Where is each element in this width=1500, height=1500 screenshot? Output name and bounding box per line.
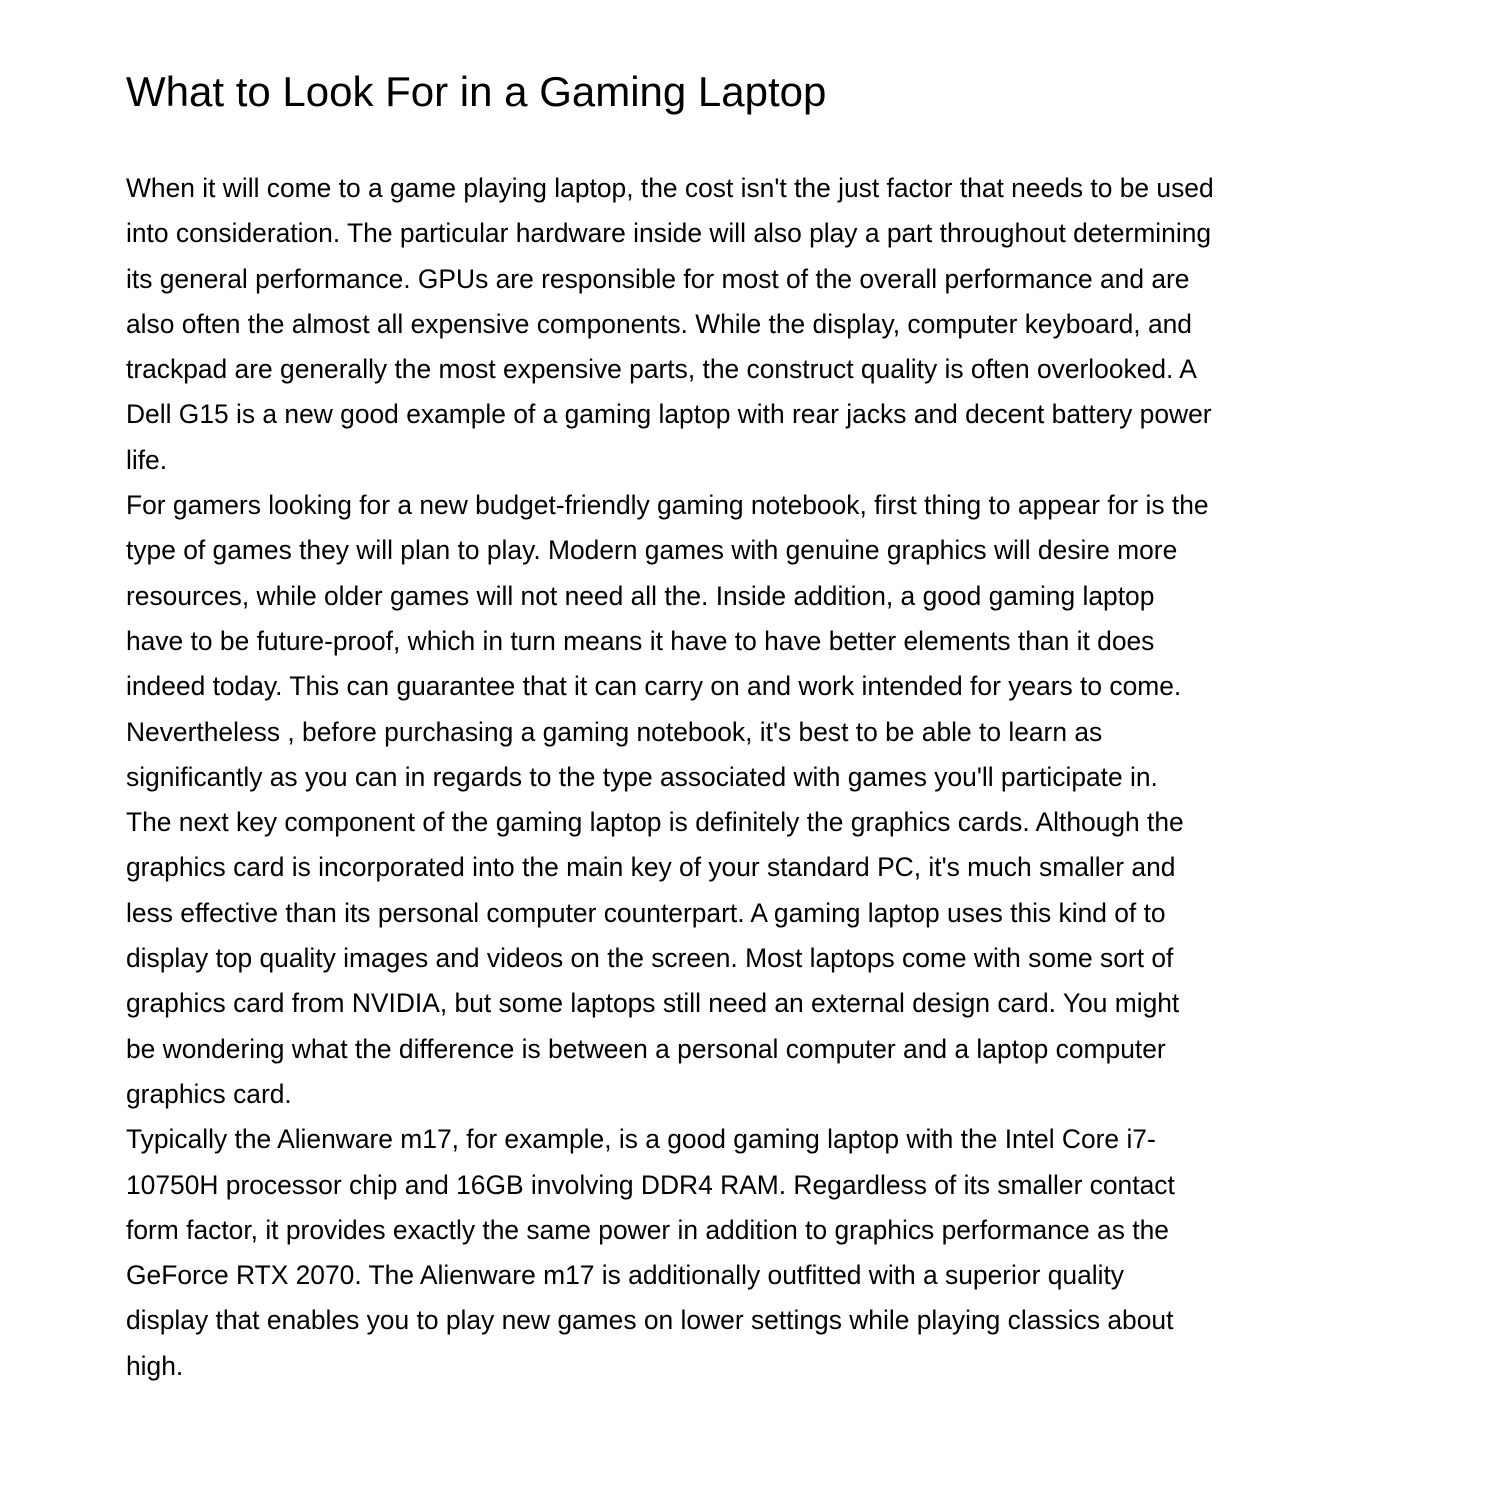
text-line: For gamers looking for a new budget-friendly gaming notebook, first thing to appear for is the [126,490,1209,521]
paragraph-3 [126,800,1396,1117]
text-line: into consideration. The particular hardware inside will also play a part throughout determining [126,218,1212,249]
text-line: Nevertheless , before purchasing a gaming notebook, it's best to be able to learn as [126,716,1103,747]
text-line: its general performance. GPUs are responsible for most of the overall performance and are [126,263,1190,294]
text-line: also often the almost all expensive components. While the display, computer keyboard, and [126,308,1192,339]
text-line: have to be future-proof, which in turn means it have to have better elements than it does [126,625,1155,656]
text-line: Typically the Alienware m17, for example, is a good gaming laptop with the Intel Core i7- [126,1124,1156,1155]
text-line: display top quality images and videos on the screen. Most laptops come with some sort of [126,943,1174,974]
paragraph-2 [126,483,1396,800]
document-body [126,166,1396,1389]
text-line: GeForce RTX 2070. The Alienware m17 is additionally outfitted with a superior quality [126,1260,1124,1291]
text-line: resources, while older games will not need all the. Inside addition, a good gaming laptop [126,580,1155,611]
text-line: be wondering what the difference is between a personal computer and a laptop computer [126,1033,1166,1064]
text-line: graphics card from NVIDIA, but some laptops still need an external design card. You might [126,988,1180,1019]
paragraph-4 [126,1117,1396,1389]
text-line: type of games they will plan to play. Modern games with genuine graphics will desire more [126,535,1178,566]
text-line: graphics card. [126,1078,292,1109]
text-line: 10750H processor chip and 16GB involving DDR4 RAM. Regardless of its smaller contact [126,1169,1175,1200]
text-line: less effective than its personal computer counterpart. A gaming laptop uses this kind of to [126,897,1166,928]
text-line: Dell G15 is a new good example of a gaming laptop with rear jacks and decent battery power [126,399,1212,430]
text-line: life. [126,444,168,475]
text-line: form factor, it provides exactly the same power in addition to graphics performance as the [126,1214,1169,1245]
text-line: graphics card is incorporated into the main key of your standard PC, it's much smaller and [126,852,1176,883]
text-line: significantly as you can in regards to the type associated with games you'll participate in. [126,761,1158,792]
text-line: The next key component of the gaming laptop is definitely the graphics cards. Although the [126,807,1184,838]
paragraph-1 [126,166,1396,483]
page-title: What to Look For in a Gaming Laptop [126,68,827,115]
text-line: When it will come to a game playing laptop, the cost isn't the just factor that needs to be used [126,173,1214,203]
text-line: trackpad are generally the most expensive parts, the construct quality is often overlooked. A [126,354,1197,385]
text-line: display that enables you to play new games on lower settings while playing classics about [126,1305,1174,1336]
text-line: indeed today. This can guarantee that it can carry on and work intended for years to come. [126,671,1182,702]
text-line: high. [126,1350,184,1381]
